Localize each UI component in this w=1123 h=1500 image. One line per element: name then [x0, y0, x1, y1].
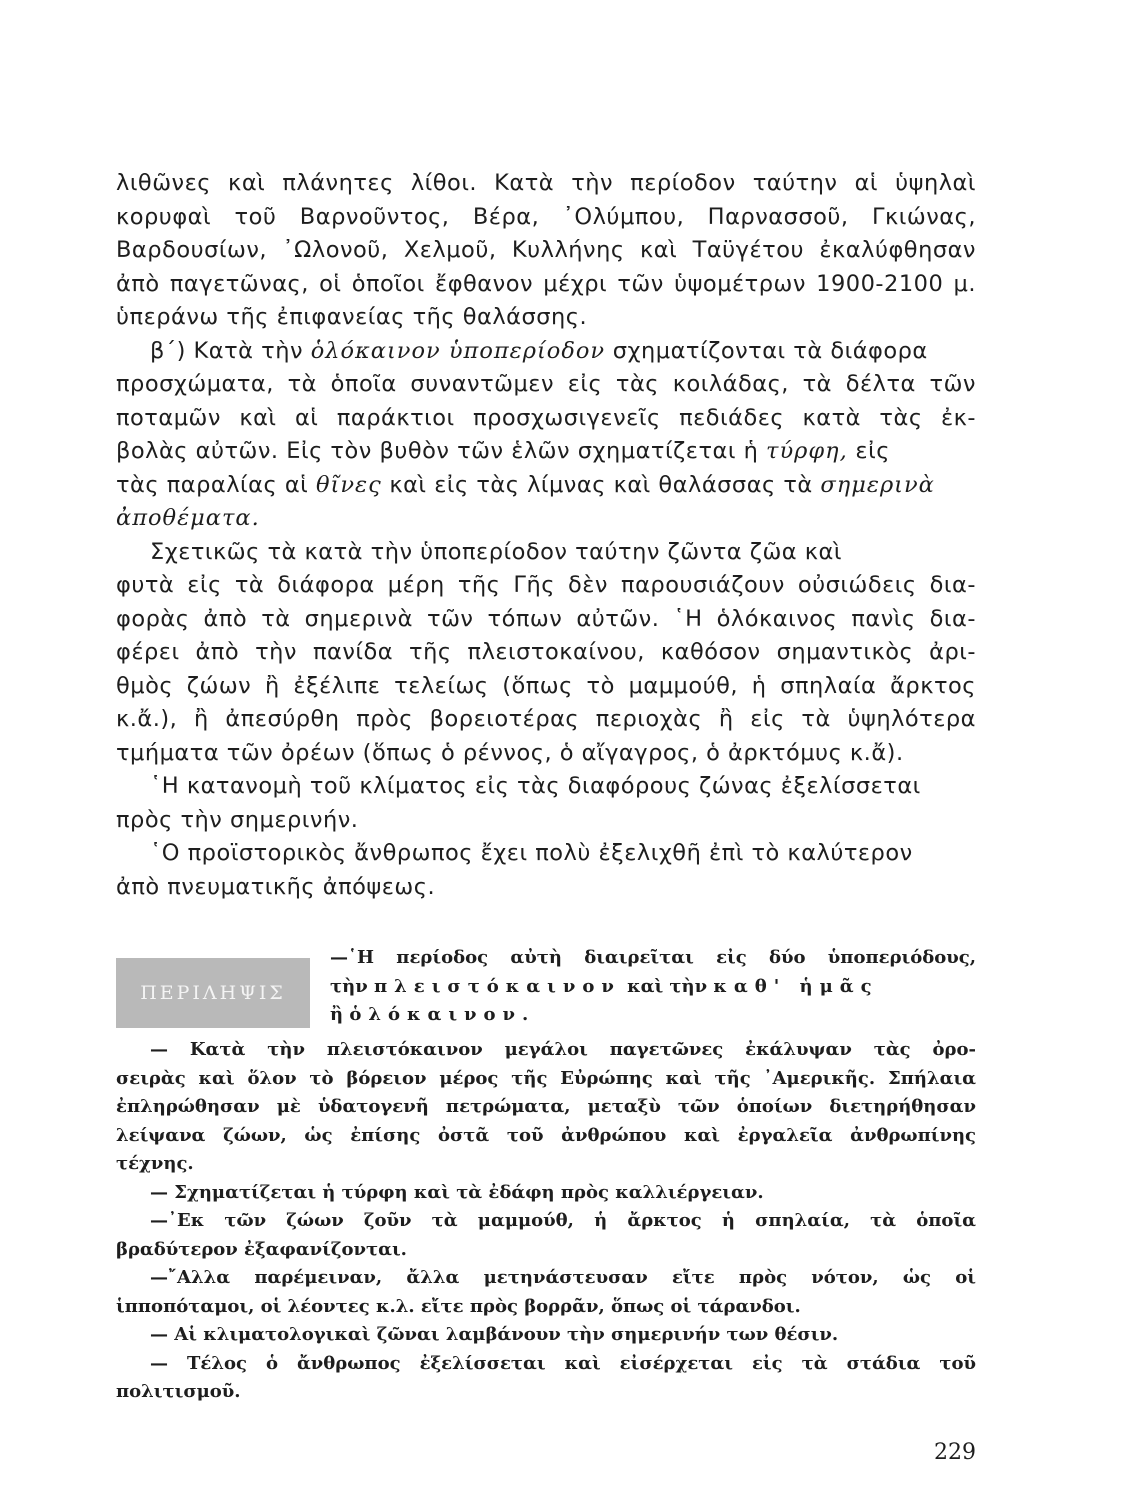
text-line	[116, 469, 976, 503]
text-line	[116, 435, 976, 469]
summary-line	[330, 973, 976, 1002]
paragraph-prehistoric-man	[116, 837, 976, 904]
italic-term: ἀποθέματα.	[116, 505, 260, 531]
text-line: θμὸς ζώων ἢ ἐξέλιπε τελείως (ὅπως τὸ μαμμούθ, ἡ σπηλαία ἄρκτος	[116, 672, 976, 699]
text-span: ἢ	[330, 1004, 350, 1025]
summary-line: ἱπποπόταμοι, οἱ λέοντες κ.λ. εἴτε πρὸς βορρᾶν, ὅπως οἱ τάρανδοι.	[116, 1295, 801, 1317]
text-span: εἰς	[847, 438, 890, 464]
summary-body	[116, 1036, 976, 1407]
paragraph-glaciers	[116, 167, 976, 335]
italic-term: σημερινὰ	[820, 471, 935, 498]
text-span: βολὰς αὐτῶν. Εἰς τὸν βυθὸν τῶν ἑλῶν σχηματίζεται ἡ	[116, 438, 767, 464]
paragraph-fauna	[116, 536, 976, 771]
text-line: ῾Ο προϊστορικὸς ἄνθρωπος ἔχει πολὺ ἐξελιχθῆ ἐπὶ τὸ καλύτερον	[150, 840, 913, 866]
text-line: φορὰς ἀπὸ τὰ σημερινὰ τῶν τόπων αὐτῶν. ῾Η ὁλόκαινος πανὶς δια-	[116, 605, 976, 632]
summary-line: λείψανα ζώων, ὡς ἐπίσης ὀστᾶ τοῦ ἀνθρώπου καὶ ἐργαλεῖα ἀνθρωπίνης	[116, 1124, 976, 1146]
text-line: προσχώματα, τὰ ὁποῖα συναντῶμεν εἰς τὰς κοιλάδας, τὰ δέλτα τῶν	[116, 371, 976, 397]
italic-term: ὁλόκαινον ὑποπερίοδον	[310, 337, 606, 364]
summary-line: —῾Η περίοδος αὐτὴ διαιρεῖται εἰς δύο ὑποπεριόδους,	[330, 947, 976, 968]
text-line: φυτὰ εἰς τὰ διάφορα μέρη τῆς Γῆς δὲν παρουσιάζουν οὐσιώδεις δια-	[116, 572, 976, 598]
summary-label: ΠΕΡΙΛΗΨΙΣ	[116, 958, 310, 1028]
summary-line: —᾿Εκ τῶν ζώων ζοῦν τὰ μαμμούθ, ἡ ἄρκτος ἡ σπηλαία, τὰ ὁποῖα	[150, 1210, 976, 1231]
summary-line: — Τέλος ὁ ἄνθρωπος ἐξελίσσεται καὶ εἰσέρχεται εἰς τὰ στάδια τοῦ	[150, 1352, 976, 1374]
text-line: ἀπὸ πνευματικῆς ἀπόψεως.	[116, 873, 436, 900]
summary-line: ἐπληρώθησαν μὲ ὑδατογενῆ πετρώματα, μεταξὺ τῶν ὁποίων διετηρήθησαν	[116, 1096, 976, 1117]
summary-line: τέχνης.	[116, 1153, 194, 1174]
summary-line: — Κατὰ τὴν πλειστόκαινον μεγάλοι παγετῶνες ἐκάλυψαν τὰς ὀρο-	[150, 1039, 976, 1060]
summary-line: — Αἱ κλιματολογικαὶ ζῶναι λαμβάνουν τὴν σημερινήν των θέσιν.	[150, 1324, 839, 1345]
text-span: καὶ εἰς τὰς λίμνας καὶ θαλάσσας τὰ	[381, 471, 821, 498]
summary-line: —῎Αλλα παρέμειναν, ἄλλα μετηνάστευσαν εἴτε πρὸς νότον, ὡς οἱ	[150, 1267, 976, 1288]
text-line: φέρει ἀπὸ τὴν πανίδα τῆς πλειστοκαίνου, καθόσον σημαντικὸς ἀρι-	[116, 639, 976, 665]
text-line: ἀπὸ παγετῶνας, οἱ ὁποῖοι ἔφθανον μέχρι τῶν ὑψομέτρων 1900-2100 μ.	[116, 270, 976, 297]
paragraph-climate	[116, 770, 976, 837]
text-line: ῾Η κατανομὴ τοῦ κλίματος εἰς τὰς διαφόρους ζώνας ἐξελίσσεται	[150, 773, 921, 799]
text-span: σχηματίζονται τὰ διάφορα	[605, 337, 928, 364]
text-span: τὰς παραλίας αἱ	[116, 471, 316, 498]
text-line: κ.ἄ.), ἢ ἀπεσύρθη πρὸς βορειοτέρας περιοχὰς ἢ εἰς τὰ ὑψηλότερα	[116, 706, 976, 732]
text-line: Σχετικῶς τὰ κατὰ τὴν ὑποπερίοδον ταύτην ζῶντα ζῶα καὶ	[150, 538, 842, 565]
text-span: β΄) Κατὰ τὴν	[150, 337, 311, 364]
paragraph-holocene	[116, 335, 976, 536]
page-number: 229	[934, 1440, 976, 1465]
text-span: τὴν	[330, 975, 374, 997]
summary-line: σειρὰς καὶ ὅλον τὸ βόρειον μέρος τῆς Εὐρώπης καὶ τῆς ᾿Αμερικῆς. Σπήλαια	[116, 1067, 976, 1089]
text-line: Βαρδουσίων, ᾿Ωλονοῦ, Χελμοῦ, Κυλλήνης καὶ Ταϋγέτου ἐκαλύφθησαν	[116, 237, 976, 263]
spaced-term: καθ' ἡμᾶς	[713, 975, 879, 997]
text-line	[116, 335, 976, 369]
text-span: καὶ τὴν	[620, 975, 714, 997]
summary-line: πολιτισμοῦ.	[116, 1381, 241, 1402]
text-line: πρὸς τὴν σημερινήν.	[116, 806, 359, 833]
italic-term: θῖνες	[315, 471, 382, 498]
text-line: κορυφαὶ τοῦ Βαρνοῦντος, Βέρα, ᾿Ολύμπου, Παρνασσοῦ, Γκιώνας,	[116, 203, 976, 230]
summary-line: βραδύτερον ἐξαφανίζονται.	[116, 1238, 407, 1260]
spaced-term: πλειστόκαινον	[373, 975, 621, 997]
summary-line	[330, 1001, 976, 1030]
summary-intro	[330, 944, 976, 1030]
text-line	[116, 502, 976, 536]
text-line: λιθῶνες καὶ πλάνητες λίθοι. Κατὰ τὴν περίοδον ταύτην αἱ ὑψηλαὶ	[116, 170, 976, 196]
spaced-term: ὁλόκαινον.	[349, 1004, 536, 1025]
text-line: ὑπεράνω τῆς ἐπιφανείας τῆς θαλάσσης.	[116, 304, 588, 330]
text-line: ποταμῶν καὶ αἱ παράκτιοι προσχωσιγενεῖς πεδιάδες κατὰ τὰς ἐκ-	[116, 404, 976, 431]
italic-term: τύρφη,	[766, 438, 848, 464]
text-line: τμήματα τῶν ὀρέων (ὅπως ὁ ρέννος, ὁ αἴγαγρος, ὁ ἀρκτόμυς κ.ἄ).	[116, 739, 904, 766]
summary-line: — Σχηματίζεται ἡ τύρφη καὶ τὰ ἐδάφη πρὸς καλλιέργειαν.	[150, 1181, 764, 1203]
main-text	[116, 167, 976, 904]
